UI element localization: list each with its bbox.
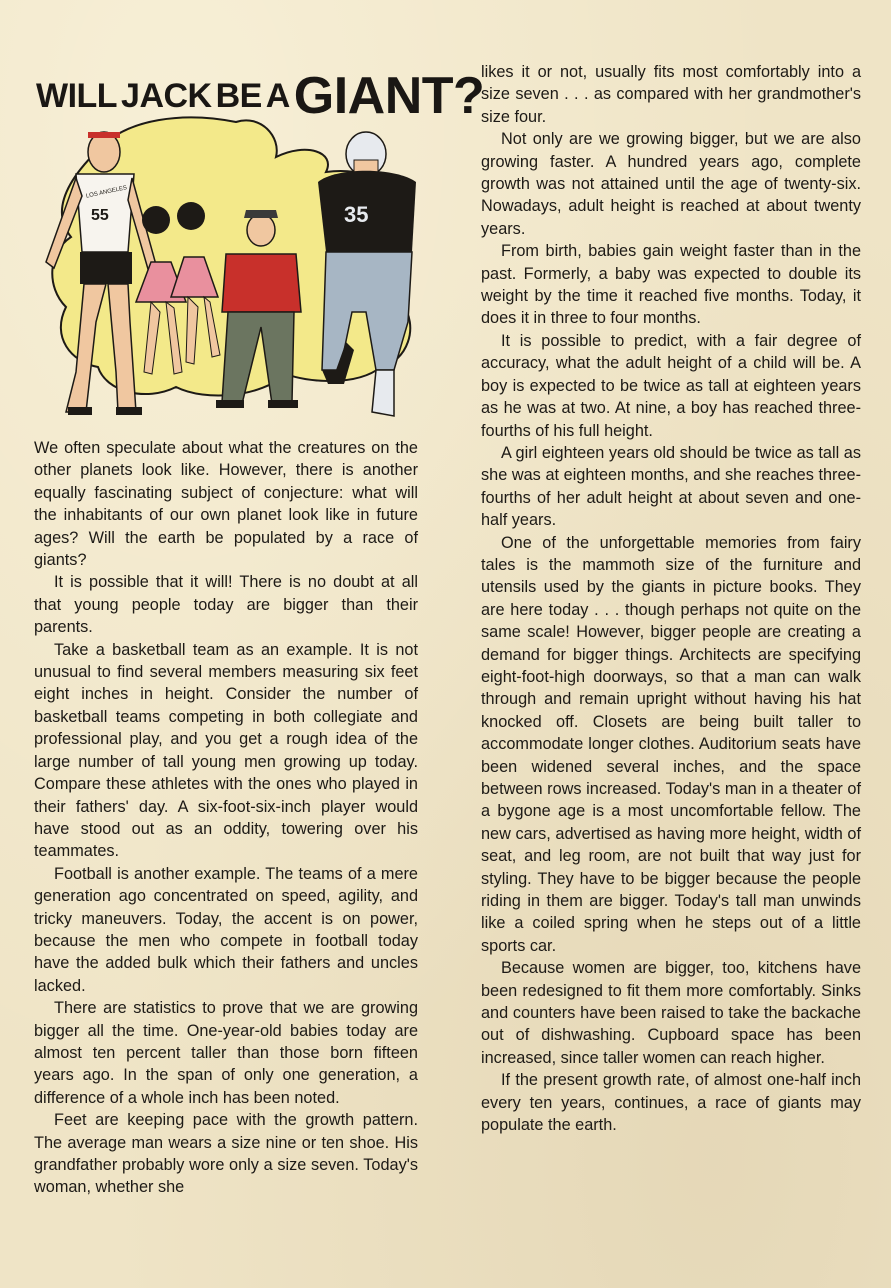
paragraph: From birth, babies gain weight faster than in the past. Formerly, a baby was expected to double its weight by the time it reached five months. Today, it does it in three to four months. [481, 242, 861, 328]
paragraph: One of the unforgettable memories from fairy tales is the mammoth size of the furniture and utensils used by the giants in picture books. They are here today . . . though perhaps not quite on the same scale! However, bigger people are creating a demand for bigger things. Architects are specifying eight-foot-high doorways, so that a man can walk through and remain upright without having his hat knocked off. Closets are being built taller to accommodate longer clothes. Auditorium seats have been widened several inches, and the space between rows increased. Today's man in a theater of a bygone age is a most uncomfortable fellow. The new cars, advertised as having more height, width of seat, and leg room, are not built that way just for styling. They have to be bigger because the people riding in them are bigger. Today's tall man unwinds like a coiled spring when he steps out of a little sports car. [481, 533, 861, 955]
paragraph: It is possible that it will! There is no doubt at all that young people today are bigger than their parents. [34, 573, 418, 637]
title-word-giant: GIANT? [293, 67, 485, 125]
paragraph: It is possible to predict, with a fair degree of accuracy, what the adult height of a child will be. A boy is expected to be twice as tall at eighteen years as he was at two. At nine, a boy has reached three-fourths of his full height. [481, 331, 861, 440]
paragraph: If the present growth rate, of almost one-half inch every ten years, continues, a race of giants may populate the earth. [481, 1071, 861, 1135]
title-word-will: WILL [36, 77, 118, 115]
paragraph: We often speculate about what the creatures on the other planets look like. However, there is another equally fascinating subject of conjecture: what will the inhabitants of our own planet look like in future ages? Will the earth be populated by a race of giants? [34, 439, 418, 570]
title-word-be: BE [215, 77, 262, 115]
paragraph: Feet are keeping pace with the growth pattern. The average man wears a size nine or ten shoe. His grandfather probably wore only a size seven. Today's woman, whether she [34, 1111, 418, 1197]
article-title [36, 62, 485, 125]
paragraph: Take a basketball team as an example. It is not unusual to find several members measuring six feet eight inches in height. Consider the number of basketball teams competing in both collegiate and professional play, and you get a rough idea of the large number of tall young men growing up today. Compare these athletes with the ones who played in their fathers' day. A six-foot-six-inch player would have stood out as an oddity, towering over his teammates. [34, 640, 418, 861]
paragraph: Football is another example. The teams of a mere generation ago concentrated on speed, agility, and tricky maneuvers. Today, the accent is on power, because the men who compete in football today have the added bulk which their fathers and uncles lacked. [34, 864, 418, 995]
basketball-jersey-number: 55 [91, 207, 109, 224]
paragraph: Because women are bigger, too, kitchens have been redesigned to fit them more comfortably. Sinks and counters have been raised to take the backache out of dishwashing. Cupboard space has been increased, since taller women can reach higher. [481, 959, 861, 1067]
left-text-column [34, 437, 418, 1199]
football-jersey-number: 35 [344, 202, 369, 227]
right-text-column [481, 61, 861, 1137]
paragraph: A girl eighteen years old should be twice as tall as she was at eighteen months, and she reaches three-fourths of her adult height at about seven and one-half years. [481, 443, 861, 530]
basketball-jersey-team: LOS ANGELES [85, 185, 128, 200]
title-word-a: A [265, 77, 290, 115]
title-word-jack: JACK [121, 77, 212, 115]
paragraph: likes it or not, usually fits most comfortably into a size seven . . . as compared with her grandmother's size four. [481, 63, 861, 126]
paragraph: There are statistics to prove that we are growing bigger all the time. One-year-old babies today are almost ten percent taller than those born fifteen years ago. In the span of only one generation, a difference of a whole inch has been noted. [34, 999, 418, 1107]
giants-illustration [36, 112, 426, 430]
paragraph: Not only are we growing bigger, but we are also growing faster. A hundred years ago, complete growth was not attained until the age of twenty-six. Nowadays, adult height is reached at about twenty years. [481, 130, 861, 238]
